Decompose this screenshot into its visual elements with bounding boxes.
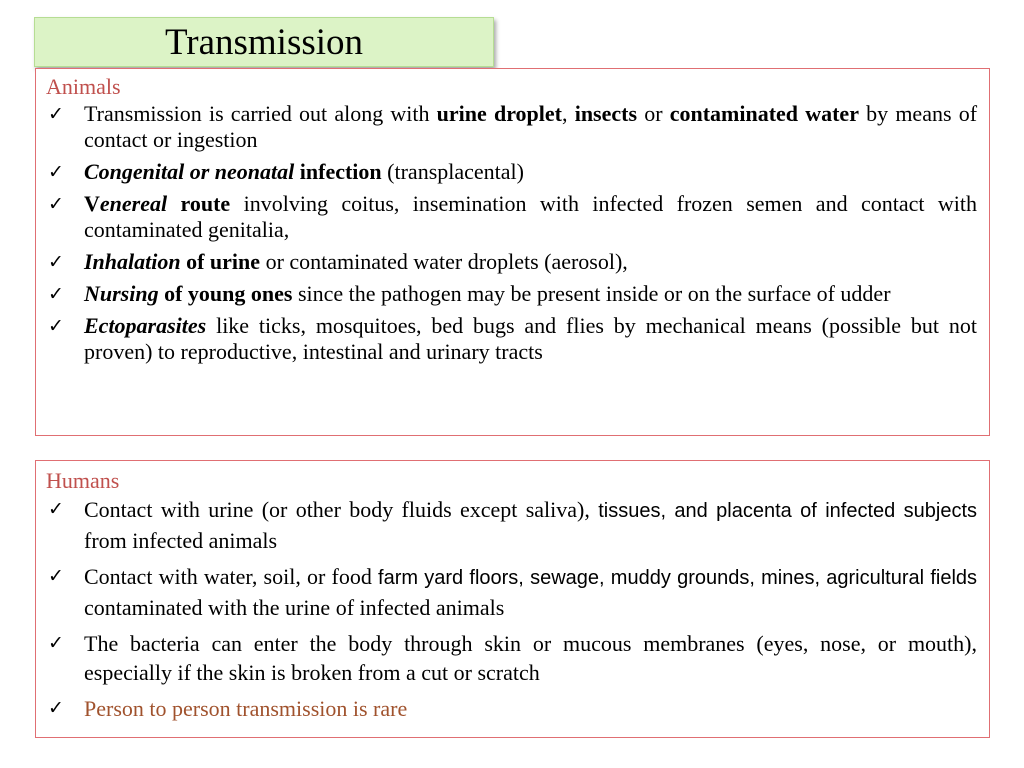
check-icon: ✓	[48, 498, 64, 520]
humans-label: Humans	[46, 468, 120, 493]
list-item	[46, 191, 977, 243]
list-item	[46, 629, 977, 687]
text-segment: enereal	[99, 191, 168, 216]
text-segment: V	[84, 191, 100, 216]
text-segment: infection	[294, 159, 382, 184]
text-segment: like ticks, mosquitoes, bed bugs and flies by mechanical means (possible but not proven) to reproductive, intestinal and urinary tracts	[84, 313, 977, 364]
text-segment: from infected animals	[84, 528, 278, 553]
humans-panel	[35, 460, 990, 738]
text-segment: farm yard floors, sewage, muddy grounds, mines, agricultural fields	[378, 567, 978, 589]
check-icon: ✓	[48, 697, 64, 719]
list-item	[46, 101, 977, 153]
text-segment: (transplacental)	[381, 159, 524, 184]
text-segment: insects	[574, 101, 638, 126]
text-segment: tissues, and placenta of infected subjects	[598, 500, 978, 522]
list-item	[46, 159, 977, 185]
text-segment: Ectoparasites	[84, 313, 207, 338]
text-segment: or	[637, 101, 670, 126]
check-icon: ✓	[48, 251, 64, 273]
check-icon: ✓	[48, 315, 64, 337]
text-segment: ,	[562, 101, 575, 126]
text-segment: involving coitus, insemination with infected frozen semen and contact with contaminated genitalia,	[84, 191, 978, 242]
list-item	[46, 495, 977, 555]
text-segment: of young ones	[158, 281, 293, 306]
humans-list	[46, 495, 977, 723]
text-segment: contaminated water	[669, 101, 859, 126]
list-item	[46, 694, 977, 723]
text-segment: or contaminated water droplets (aerosol),	[260, 249, 628, 274]
animals-panel	[35, 68, 990, 436]
text-segment: Contact with water, soil, or food	[84, 564, 379, 589]
list-item	[46, 313, 977, 365]
text-segment: of urine	[180, 249, 261, 274]
list-item	[46, 249, 977, 275]
animals-list	[46, 101, 977, 365]
text-segment: Contact with urine (or other body fluids except saliva),	[84, 497, 599, 522]
check-icon: ✓	[48, 565, 64, 587]
text-segment: Inhalation	[84, 249, 181, 274]
text-segment: Nursing	[84, 281, 159, 306]
check-icon: ✓	[48, 193, 64, 215]
text-segment: Transmission is carried out along with	[84, 101, 437, 126]
list-item	[46, 281, 977, 307]
check-icon: ✓	[48, 103, 64, 125]
animals-label: Animals	[46, 74, 121, 99]
text-segment: contaminated with the urine of infected animals	[84, 595, 505, 620]
text-segment: The bacteria can enter the body through skin or mucous membranes (eyes, nose, or mouth), especially if the skin is broken from a cut or scratch	[84, 631, 977, 685]
list-item	[46, 562, 977, 622]
text-segment: urine droplet	[436, 101, 563, 126]
text-segment: since the pathogen may be present inside or on the surface of udder	[292, 281, 891, 306]
text-segment: route	[167, 191, 231, 216]
text-segment: Person to person transmission is rare	[84, 696, 408, 721]
check-icon: ✓	[48, 161, 64, 183]
check-icon: ✓	[48, 283, 64, 305]
slide-title: Transmission	[164, 22, 364, 63]
slide-title-box	[34, 17, 494, 67]
text-segment: by means of contact or ingestion	[84, 101, 978, 152]
check-icon: ✓	[48, 632, 64, 654]
text-segment: Congenital or neonatal	[84, 159, 295, 184]
